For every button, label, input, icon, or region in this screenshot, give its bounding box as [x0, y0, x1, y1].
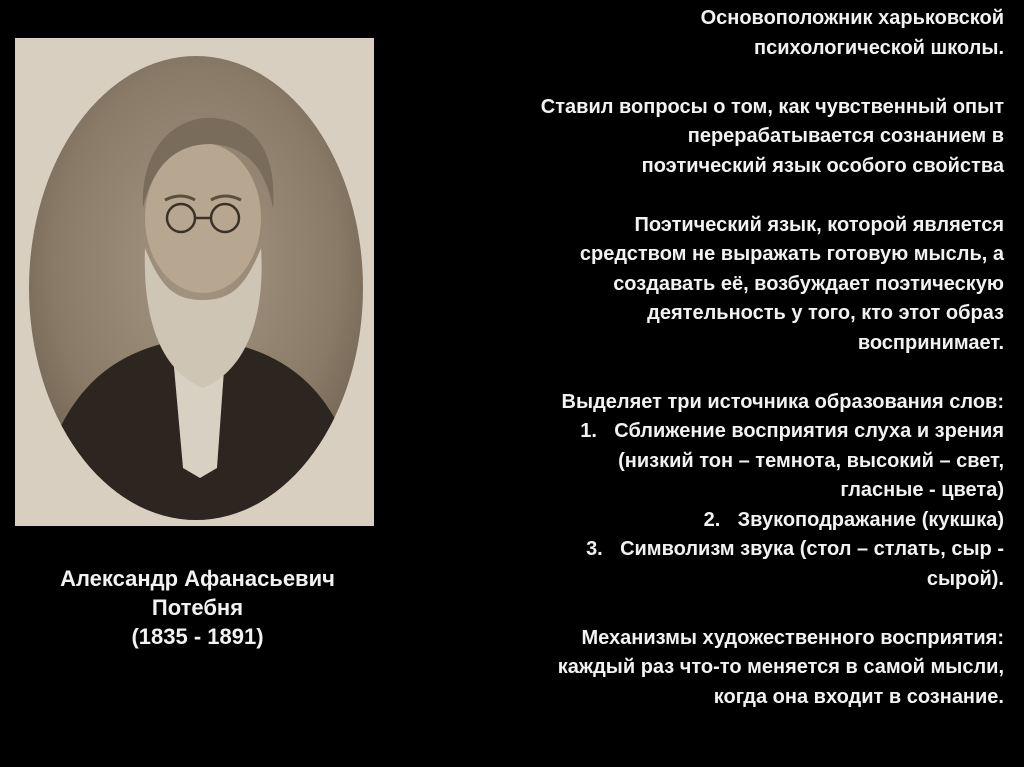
caption-years: (1835 - 1891): [131, 624, 264, 649]
portrait-caption: [20, 564, 375, 651]
portrait-photo: [15, 38, 374, 526]
text-line: каждый раз что-то меняется в самой мысли,: [557, 656, 1004, 678]
list-text: Символизм звука (стол – стлать, сыр -: [620, 538, 1004, 560]
paragraph-sources: [384, 388, 1004, 595]
caption-name-line1: Александр Афанасьевич: [60, 566, 335, 591]
paragraph-poetic-language: [384, 211, 1004, 359]
list-text-cont: гласные - цвета): [840, 479, 1004, 501]
text-line: Ставил вопросы о том, как чувственный опыт: [540, 95, 1004, 118]
text-line: психологической школы.: [753, 36, 1004, 59]
list-text: Сближение восприятия слуха и зрения: [614, 420, 1004, 442]
text-line: создавать её, возбуждает поэтическую: [613, 272, 1004, 295]
text-line: Поэтический язык, которой является: [634, 213, 1004, 236]
list-item-2: [384, 506, 1004, 536]
caption-name-line2: Потебня: [151, 595, 244, 620]
list-item-1: [384, 417, 1004, 447]
text-line: поэтический язык особого свойства: [641, 154, 1004, 177]
text-line: перерабатывается сознанием в: [687, 125, 1004, 147]
text-line: Основоположник харьковской: [700, 7, 1004, 29]
text-line: средством не выражать готовую мысль, а: [579, 243, 1004, 265]
list-text: Звукоподражание (кукшка): [737, 508, 1004, 531]
paragraph-questions: [384, 93, 1004, 182]
list-text-cont: сырой).: [926, 567, 1004, 590]
text-line: воспринимает.: [857, 331, 1004, 354]
list-number: 3.: [586, 538, 603, 560]
paragraph-mechanisms: [384, 624, 1004, 713]
list-number: 2.: [703, 508, 721, 531]
portrait-image: [15, 38, 374, 526]
main-text: [384, 4, 1004, 712]
sources-intro: Выделяет три источника образования слов:: [561, 390, 1004, 413]
text-line: Механизмы художественного восприятия:: [581, 626, 1004, 649]
list-number: 1.: [580, 420, 597, 442]
text-line: деятельность у того, кто этот образ: [647, 302, 1004, 324]
paragraph-founder: [384, 4, 1004, 63]
list-item-3: [384, 535, 1004, 565]
list-text-cont: (низкий тон – темнота, высокий – свет,: [618, 449, 1004, 472]
text-line: когда она входит в сознание.: [713, 685, 1004, 708]
